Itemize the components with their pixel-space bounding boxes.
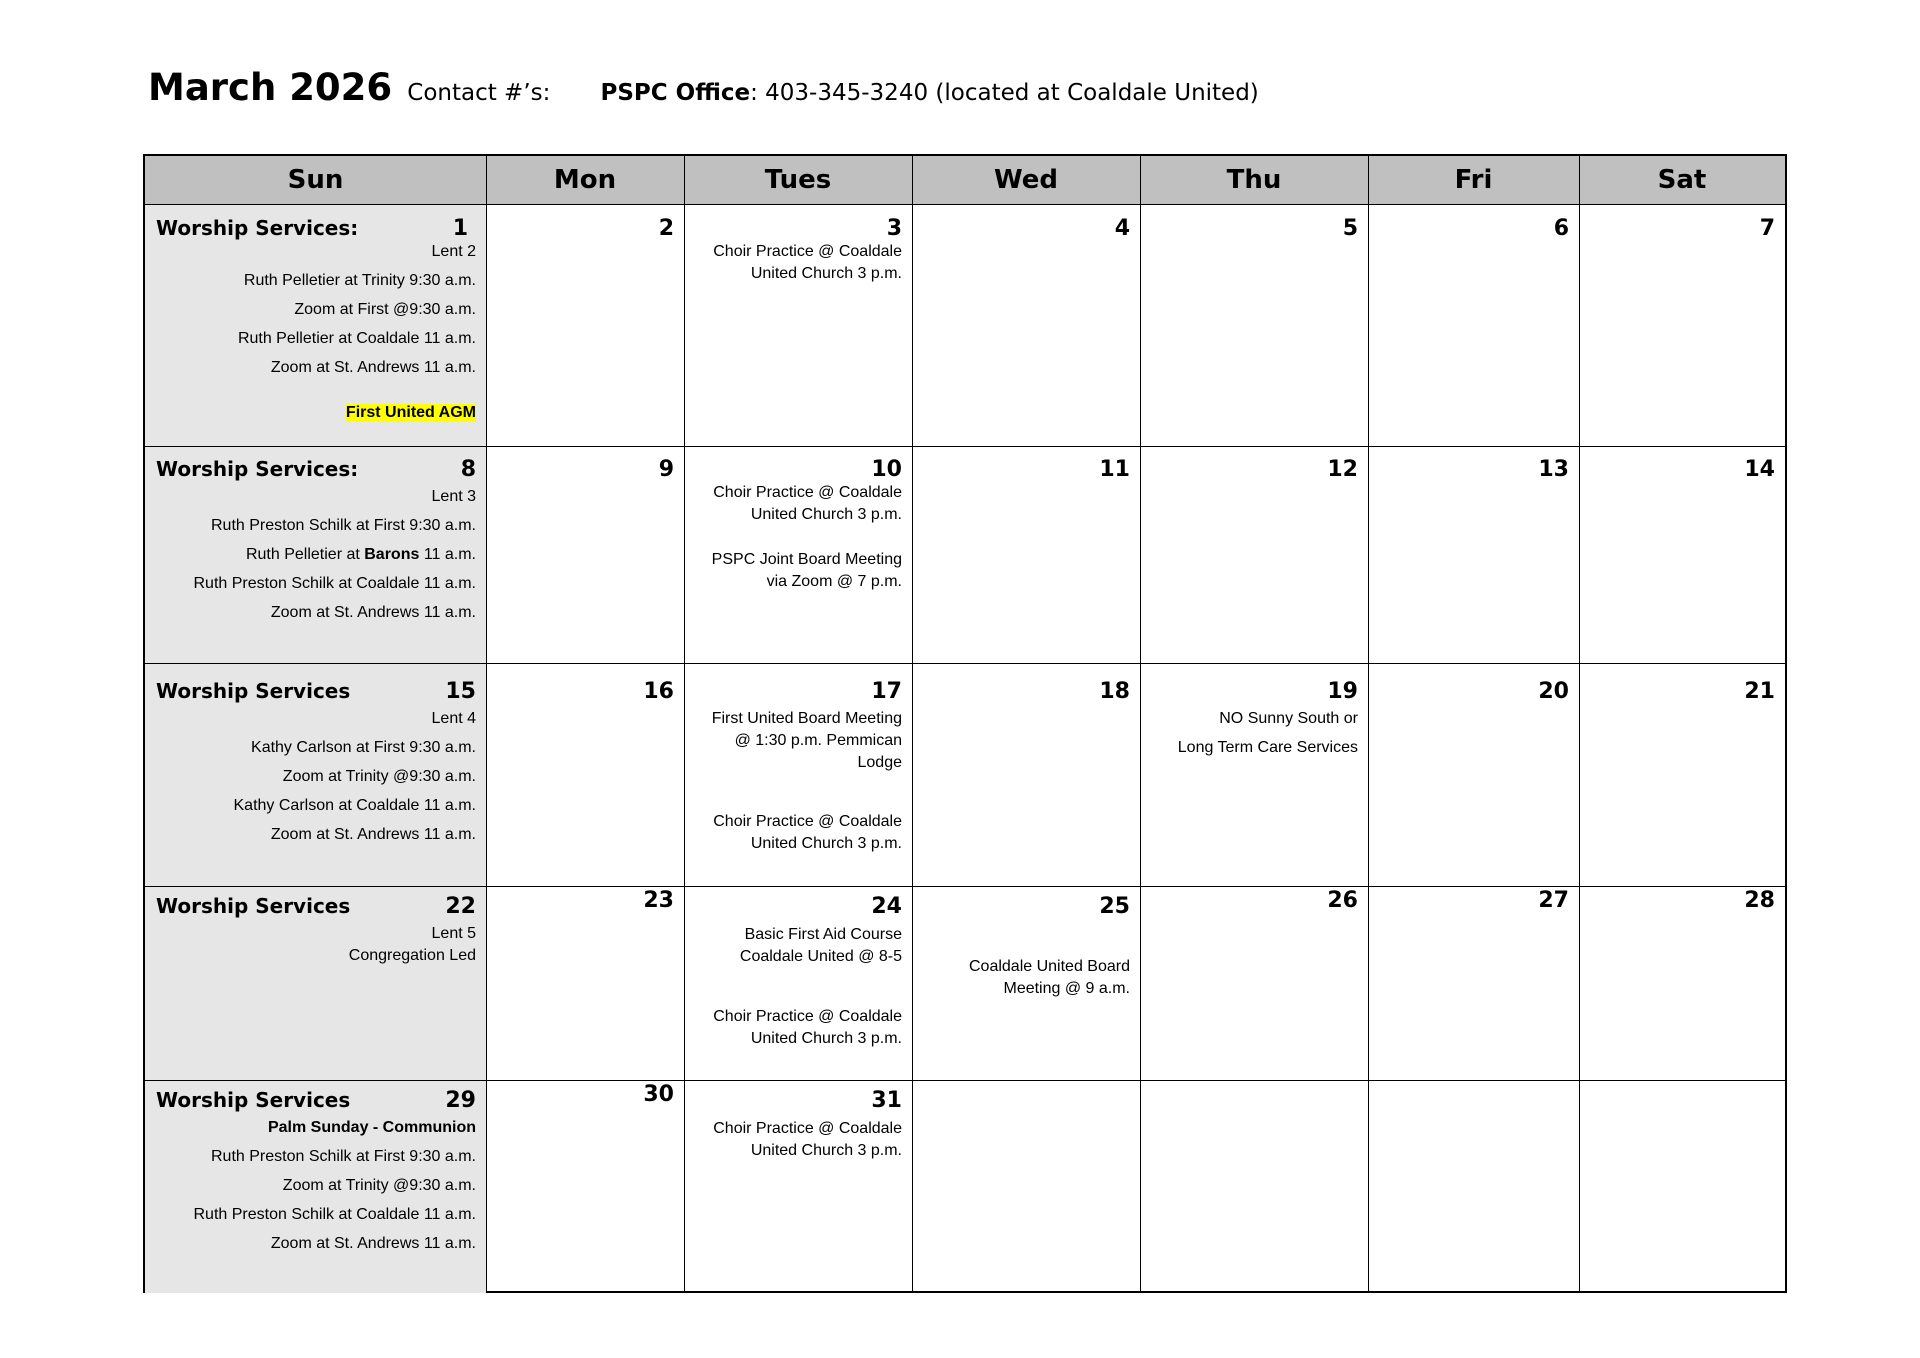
event-line: United Church 3 p.m. <box>750 835 902 852</box>
calendar-grid <box>143 154 1787 1293</box>
service-line: Ruth Pelletier at Coaldale 11 a.m. <box>237 330 476 347</box>
day-number: 17 <box>871 679 902 704</box>
day-cell-wed-18 <box>912 663 1140 886</box>
notice-line: Long Term Care Services <box>1177 739 1358 756</box>
service-line: Zoom at St. Andrews 11 a.m. <box>270 604 476 621</box>
day-number: 9 <box>658 457 674 482</box>
day-cell-empty <box>1368 1080 1579 1293</box>
event-choir-practice <box>713 482 902 526</box>
event-line: PSPC Joint Board Meeting <box>711 551 902 568</box>
event-choir-practice <box>713 1118 902 1162</box>
event-line: Choir Practice @ Coaldale <box>713 484 902 501</box>
event-line: Choir Practice @ Coaldale <box>713 813 902 830</box>
day-number: 21 <box>1744 679 1775 704</box>
day-number: 19 <box>1327 679 1358 704</box>
event-line: Coaldale United Board <box>969 958 1130 975</box>
day-cell-tue-31 <box>684 1080 912 1293</box>
event-line: Coaldale United @ 8-5 <box>739 948 902 965</box>
day-number: 15 <box>445 679 476 704</box>
day-number: 26 <box>1327 888 1358 913</box>
service-text: 11 a.m. <box>419 546 476 563</box>
notice-line: NO Sunny South or <box>1219 710 1358 727</box>
day-cell-thu-5 <box>1140 205 1368 446</box>
day-number: 14 <box>1744 457 1775 482</box>
day-number: 28 <box>1744 888 1775 913</box>
day-number: 22 <box>445 894 476 919</box>
day-cell-sat-7 <box>1579 205 1785 446</box>
event-line: @ 1:30 p.m. Pemmican <box>734 732 902 749</box>
day-number: 6 <box>1553 216 1569 241</box>
day-cell-fri-13 <box>1368 446 1579 663</box>
event-line: United Church 3 p.m. <box>750 506 902 523</box>
service-line: Ruth Preston Schilk at First 9:30 a.m. <box>211 517 476 534</box>
event-line: Choir Practice @ Coaldale <box>713 1120 902 1137</box>
service-line: Lent 5 <box>431 925 476 942</box>
office-label: PSPC Office <box>600 80 751 106</box>
event-line: Choir Practice @ Coaldale <box>713 1008 902 1025</box>
event-first-united-board-meeting <box>712 708 902 774</box>
event-line: Lodge <box>857 754 902 771</box>
event-line: United Church 3 p.m. <box>750 265 902 282</box>
day-number: 3 <box>886 216 902 241</box>
day-cell-mon-23 <box>486 886 684 1080</box>
event-line: United Church 3 p.m. <box>750 1142 902 1159</box>
day-number: 10 <box>871 457 902 482</box>
day-cell-mon-2 <box>486 205 684 446</box>
day-number: 1 <box>452 216 468 241</box>
service-line: Kathy Carlson at First 9:30 a.m. <box>251 739 476 756</box>
day-cell-thu-12 <box>1140 446 1368 663</box>
day-cell-tue-10 <box>684 446 912 663</box>
office-phone: : 403-345-3240 (located at Coaldale United) <box>750 80 1259 106</box>
day-cell-wed-25 <box>912 886 1140 1080</box>
month-title: March 2026 <box>148 66 393 109</box>
service-line: Ruth Preston Schilk at First 9:30 a.m. <box>211 1148 476 1165</box>
day-cell-tue-3 <box>684 205 912 446</box>
worship-services-label: Worship Services <box>156 1088 351 1112</box>
worship-services-label: Worship Services <box>156 894 351 918</box>
day-cell-empty <box>1579 1080 1785 1293</box>
event-line: Basic First Aid Course <box>744 926 902 943</box>
day-header-thu: Thu <box>1140 156 1368 205</box>
event-line: United Church 3 p.m. <box>750 1030 902 1047</box>
event-joint-board-meeting <box>712 549 902 593</box>
day-number: 18 <box>1099 679 1130 704</box>
day-cell-sun-15 <box>145 663 486 886</box>
day-number: 20 <box>1538 679 1569 704</box>
service-line: Zoom at First @9:30 a.m. <box>294 301 476 318</box>
worship-services-label: Worship Services: <box>156 216 359 240</box>
service-line: Zoom at St. Andrews 11 a.m. <box>270 826 476 843</box>
agm-highlight: First United AGM <box>345 404 476 421</box>
day-cell-fri-20 <box>1368 663 1579 886</box>
day-cell-mon-9 <box>486 446 684 663</box>
day-number: 29 <box>445 1088 476 1113</box>
day-cell-empty <box>1140 1080 1368 1293</box>
day-cell-wed-11 <box>912 446 1140 663</box>
day-cell-fri-6 <box>1368 205 1579 446</box>
day-number: 11 <box>1099 457 1130 482</box>
service-line: Congregation Led <box>348 947 476 964</box>
service-line <box>246 546 476 564</box>
day-number: 8 <box>460 457 476 482</box>
service-line: Kathy Carlson at Coaldale 11 a.m. <box>233 797 476 814</box>
event-choir-practice <box>713 1006 902 1050</box>
calendar-title-line <box>148 66 1259 109</box>
event-first-aid-course <box>740 924 902 968</box>
day-cell-tue-17 <box>684 663 912 886</box>
day-cell-sun-22 <box>145 886 486 1080</box>
day-cell-sun-8 <box>145 446 486 663</box>
day-number: 12 <box>1327 457 1358 482</box>
day-cell-sun-1 <box>145 205 486 446</box>
day-cell-empty <box>912 1080 1140 1293</box>
service-line: Zoom at St. Andrews 11 a.m. <box>270 1235 476 1252</box>
service-line: Zoom at Trinity @9:30 a.m. <box>282 768 476 785</box>
service-line: Lent 2 <box>431 243 476 260</box>
day-number: 16 <box>643 679 674 704</box>
day-number: 13 <box>1538 457 1569 482</box>
day-cell-sun-29 <box>145 1080 486 1293</box>
day-header-sat: Sat <box>1579 156 1785 205</box>
event-coaldale-board-meeting <box>969 956 1130 1000</box>
service-line: Lent 3 <box>431 488 476 505</box>
day-number: 30 <box>643 1082 674 1107</box>
service-line: Zoom at Trinity @9:30 a.m. <box>282 1177 476 1194</box>
event-line: via Zoom @ 7 p.m. <box>766 573 902 590</box>
day-number: 24 <box>871 894 902 919</box>
day-cell-sat-14 <box>1579 446 1785 663</box>
event-choir-practice <box>713 811 902 855</box>
service-line: Ruth Preston Schilk at Coaldale 11 a.m. <box>193 575 476 592</box>
day-number: 27 <box>1538 888 1569 913</box>
day-cell-fri-27 <box>1368 886 1579 1080</box>
day-number: 4 <box>1114 216 1130 241</box>
day-cell-wed-4 <box>912 205 1140 446</box>
day-header-sun: Sun <box>145 156 486 205</box>
service-line: Ruth Preston Schilk at Coaldale 11 a.m. <box>193 1206 476 1223</box>
day-cell-thu-26 <box>1140 886 1368 1080</box>
day-number: 7 <box>1759 216 1775 241</box>
day-cell-tue-24 <box>684 886 912 1080</box>
day-number: 23 <box>643 888 674 913</box>
event-line: Meeting @ 9 a.m. <box>1003 980 1130 997</box>
contact-label: Contact #’s: <box>407 80 551 106</box>
service-line: Lent 4 <box>431 710 476 727</box>
day-header-mon: Mon <box>486 156 684 205</box>
worship-services-label: Worship Services: <box>156 457 359 481</box>
day-number: 31 <box>871 1088 902 1113</box>
service-text: Ruth Pelletier at <box>245 546 365 563</box>
day-number: 5 <box>1342 216 1358 241</box>
service-line: Ruth Pelletier at Trinity 9:30 a.m. <box>243 272 476 289</box>
day-header-fri: Fri <box>1368 156 1579 205</box>
day-cell-sat-21 <box>1579 663 1785 886</box>
day-header-tue: Tues <box>684 156 912 205</box>
service-line: Zoom at St. Andrews 11 a.m. <box>270 359 476 376</box>
day-number: 25 <box>1099 894 1130 919</box>
palm-sunday-line: Palm Sunday - Communion <box>267 1119 476 1136</box>
day-cell-mon-30 <box>486 1080 684 1293</box>
day-cell-mon-16 <box>486 663 684 886</box>
day-header-wed: Wed <box>912 156 1140 205</box>
event-line: First United Board Meeting <box>711 710 902 727</box>
day-number: 2 <box>658 216 674 241</box>
day-cell-thu-19 <box>1140 663 1368 886</box>
service-location-barons: Barons <box>364 546 420 563</box>
worship-services-label: Worship Services <box>156 679 351 703</box>
event-line: Choir Practice @ Coaldale <box>713 243 902 260</box>
event-choir-practice <box>713 241 902 285</box>
day-cell-sat-28 <box>1579 886 1785 1080</box>
